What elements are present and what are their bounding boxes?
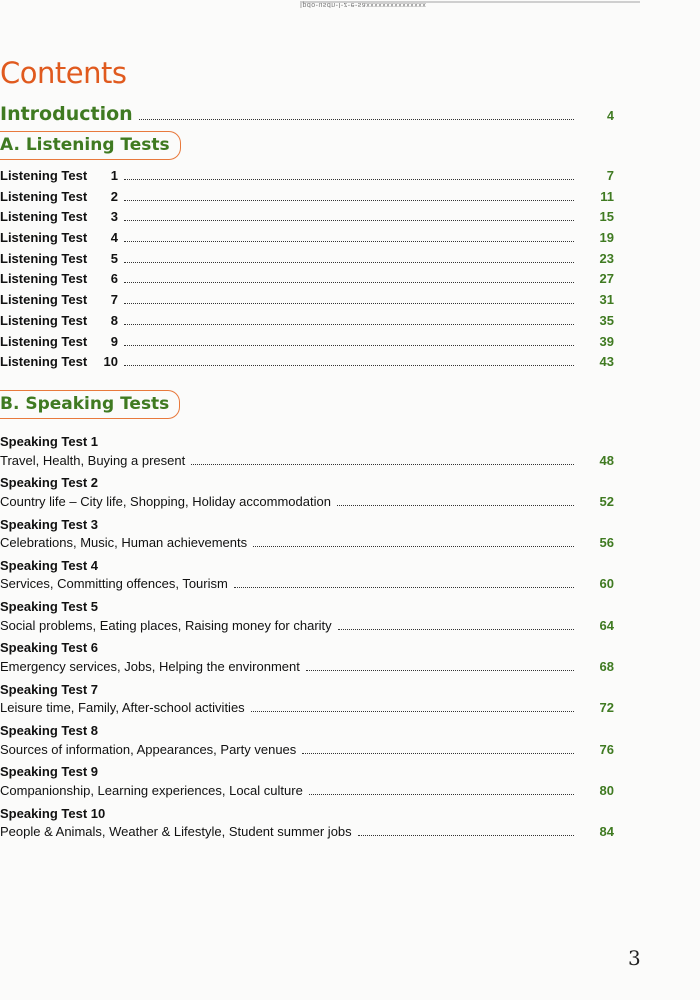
speaking-test-page: 56 — [599, 535, 614, 551]
speaking-test-entry[interactable] — [0, 515, 614, 556]
speaking-test-topics: Celebrations, Music, Human achievements — [0, 535, 248, 551]
listening-test-label: Listening Test — [0, 333, 88, 349]
introduction-row[interactable] — [0, 103, 614, 125]
introduction-label: Introduction — [0, 103, 133, 125]
speaking-test-page: 76 — [599, 741, 614, 757]
dot-leader — [337, 504, 574, 506]
speaking-tests-heading: B. Speaking Tests — [0, 390, 180, 419]
dot-leader — [191, 463, 574, 465]
dot-leader — [309, 793, 574, 795]
speaking-test-title: Speaking Test 5 — [0, 599, 99, 615]
speaking-test-row — [0, 453, 614, 474]
listening-test-label: Listening Test — [0, 292, 88, 308]
listening-test-label: Listening Test — [0, 250, 88, 266]
listening-test-row[interactable] — [0, 168, 614, 189]
listening-test-page: 31 — [599, 292, 614, 308]
speaking-test-page: 60 — [599, 576, 614, 592]
listening-test-label: Listening Test — [0, 312, 88, 328]
speaking-test-topics: Companionship, Learning experiences, Local culture — [0, 782, 303, 798]
dot-leader — [234, 586, 574, 588]
listening-test-page: 11 — [600, 188, 614, 204]
contents-title: Contents — [0, 56, 127, 90]
listening-test-page: 43 — [599, 354, 614, 370]
dot-leader — [124, 302, 574, 304]
speaking-test-page: 52 — [599, 493, 614, 509]
listening-test-row[interactable] — [0, 271, 614, 292]
listening-test-row[interactable] — [0, 354, 614, 375]
speaking-test-entry[interactable] — [0, 721, 614, 762]
listening-test-page: 23 — [599, 250, 614, 266]
speaking-test-row — [0, 742, 614, 763]
speaking-test-row — [0, 618, 614, 639]
speaking-test-row — [0, 494, 614, 515]
listening-test-row[interactable] — [0, 292, 614, 313]
listening-test-number: 8 — [110, 312, 118, 328]
speaking-test-entry[interactable] — [0, 597, 614, 638]
listening-test-label: Listening Test — [0, 188, 88, 204]
listening-test-page: 27 — [599, 271, 614, 287]
dot-leader — [139, 118, 574, 120]
speaking-test-entry[interactable] — [0, 556, 614, 597]
listening-test-row[interactable] — [0, 209, 614, 230]
dot-leader — [306, 669, 574, 671]
dot-leader — [124, 178, 574, 180]
dot-leader — [302, 752, 574, 754]
speaking-test-topics: Social problems, Eating places, Raising money for charity — [0, 617, 332, 633]
speaking-test-title: Speaking Test 7 — [0, 681, 99, 697]
dot-leader — [124, 261, 574, 263]
speaking-test-page: 72 — [599, 700, 614, 716]
dot-leader — [251, 710, 574, 712]
speaking-tests-list — [0, 432, 614, 845]
page-number: 3 — [628, 946, 641, 970]
listening-test-label: Listening Test — [0, 354, 88, 370]
listening-test-label: Listening Test — [0, 168, 88, 183]
speaking-test-title: Speaking Test 2 — [0, 475, 99, 491]
speaking-test-row — [0, 783, 614, 804]
speaking-test-topics: Leisure time, Family, After-school activities — [0, 700, 245, 716]
speaking-test-topics: Country life – City life, Shopping, Holiday accommodation — [0, 493, 331, 509]
top-edge-mark: Ipdo-usdn-I-z-e-saxxxxxxxxxxxxxxx — [300, 1, 427, 8]
listening-test-number: 3 — [110, 209, 118, 225]
listening-test-row[interactable] — [0, 334, 614, 355]
listening-test-row[interactable] — [0, 313, 614, 334]
listening-test-row[interactable] — [0, 251, 614, 272]
dot-leader — [124, 240, 574, 242]
speaking-test-row — [0, 576, 614, 597]
speaking-test-entry[interactable] — [0, 432, 614, 473]
speaking-test-title: Speaking Test 9 — [0, 764, 99, 780]
listening-test-page: 39 — [599, 333, 614, 349]
speaking-test-page: 48 — [599, 452, 614, 468]
speaking-test-entry[interactable] — [0, 680, 614, 721]
listening-test-number: 10 — [103, 354, 118, 370]
speaking-test-topics: People & Animals, Weather & Lifestyle, Student summer jobs — [0, 824, 352, 840]
speaking-test-row — [0, 659, 614, 680]
speaking-test-entry[interactable] — [0, 762, 614, 803]
dot-leader — [124, 219, 574, 221]
speaking-test-title: Speaking Test 3 — [0, 516, 99, 532]
speaking-test-title: Speaking Test 10 — [0, 805, 106, 821]
dot-leader — [124, 364, 574, 366]
listening-test-page: 15 — [599, 209, 614, 225]
listening-test-number: 5 — [110, 250, 118, 266]
dot-leader — [358, 834, 574, 836]
speaking-test-title: Speaking Test 1 — [0, 434, 99, 449]
speaking-test-row — [0, 700, 614, 721]
dot-leader — [124, 344, 574, 346]
listening-test-label: Listening Test — [0, 230, 88, 246]
dot-leader — [124, 199, 574, 201]
speaking-test-page: 80 — [599, 782, 614, 798]
listening-test-label: Listening Test — [0, 209, 88, 225]
dot-leader — [124, 281, 574, 283]
speaking-test-topics: Sources of information, Appearances, Party venues — [0, 741, 297, 757]
speaking-test-title: Speaking Test 4 — [0, 557, 99, 573]
speaking-test-topics: Emergency services, Jobs, Helping the environment — [0, 658, 300, 674]
listening-test-row[interactable] — [0, 230, 614, 251]
listening-test-number: 9 — [110, 333, 118, 349]
speaking-test-topics: Services, Committing offences, Tourism — [0, 576, 228, 592]
listening-test-number: 1 — [110, 168, 118, 183]
listening-test-number: 4 — [110, 230, 118, 246]
listening-test-number: 6 — [110, 271, 118, 287]
listening-test-number: 7 — [110, 292, 118, 308]
dot-leader — [124, 323, 574, 325]
listening-test-row[interactable] — [0, 189, 614, 210]
speaking-test-page: 64 — [599, 617, 614, 633]
dot-leader — [338, 628, 574, 630]
listening-test-label: Listening Test — [0, 271, 88, 287]
listening-tests-heading: A. Listening Tests — [0, 131, 181, 160]
listening-test-number: 2 — [110, 188, 118, 204]
introduction-page: 4 — [607, 109, 614, 123]
speaking-test-page: 84 — [599, 824, 614, 840]
speaking-test-entry[interactable] — [0, 638, 614, 679]
speaking-test-page: 68 — [599, 658, 614, 674]
dot-leader — [253, 545, 574, 547]
speaking-test-title: Speaking Test 6 — [0, 640, 99, 656]
listening-test-page: 19 — [599, 230, 614, 246]
speaking-test-row — [0, 824, 614, 845]
speaking-test-title: Speaking Test 8 — [0, 723, 99, 739]
speaking-test-topics: Travel, Health, Buying a present — [0, 452, 186, 468]
speaking-test-row — [0, 535, 614, 556]
listening-test-page: 7 — [606, 168, 614, 183]
listening-tests-list — [0, 168, 614, 375]
speaking-test-entry[interactable] — [0, 804, 614, 845]
listening-test-page: 35 — [599, 312, 614, 328]
speaking-test-entry[interactable] — [0, 473, 614, 514]
